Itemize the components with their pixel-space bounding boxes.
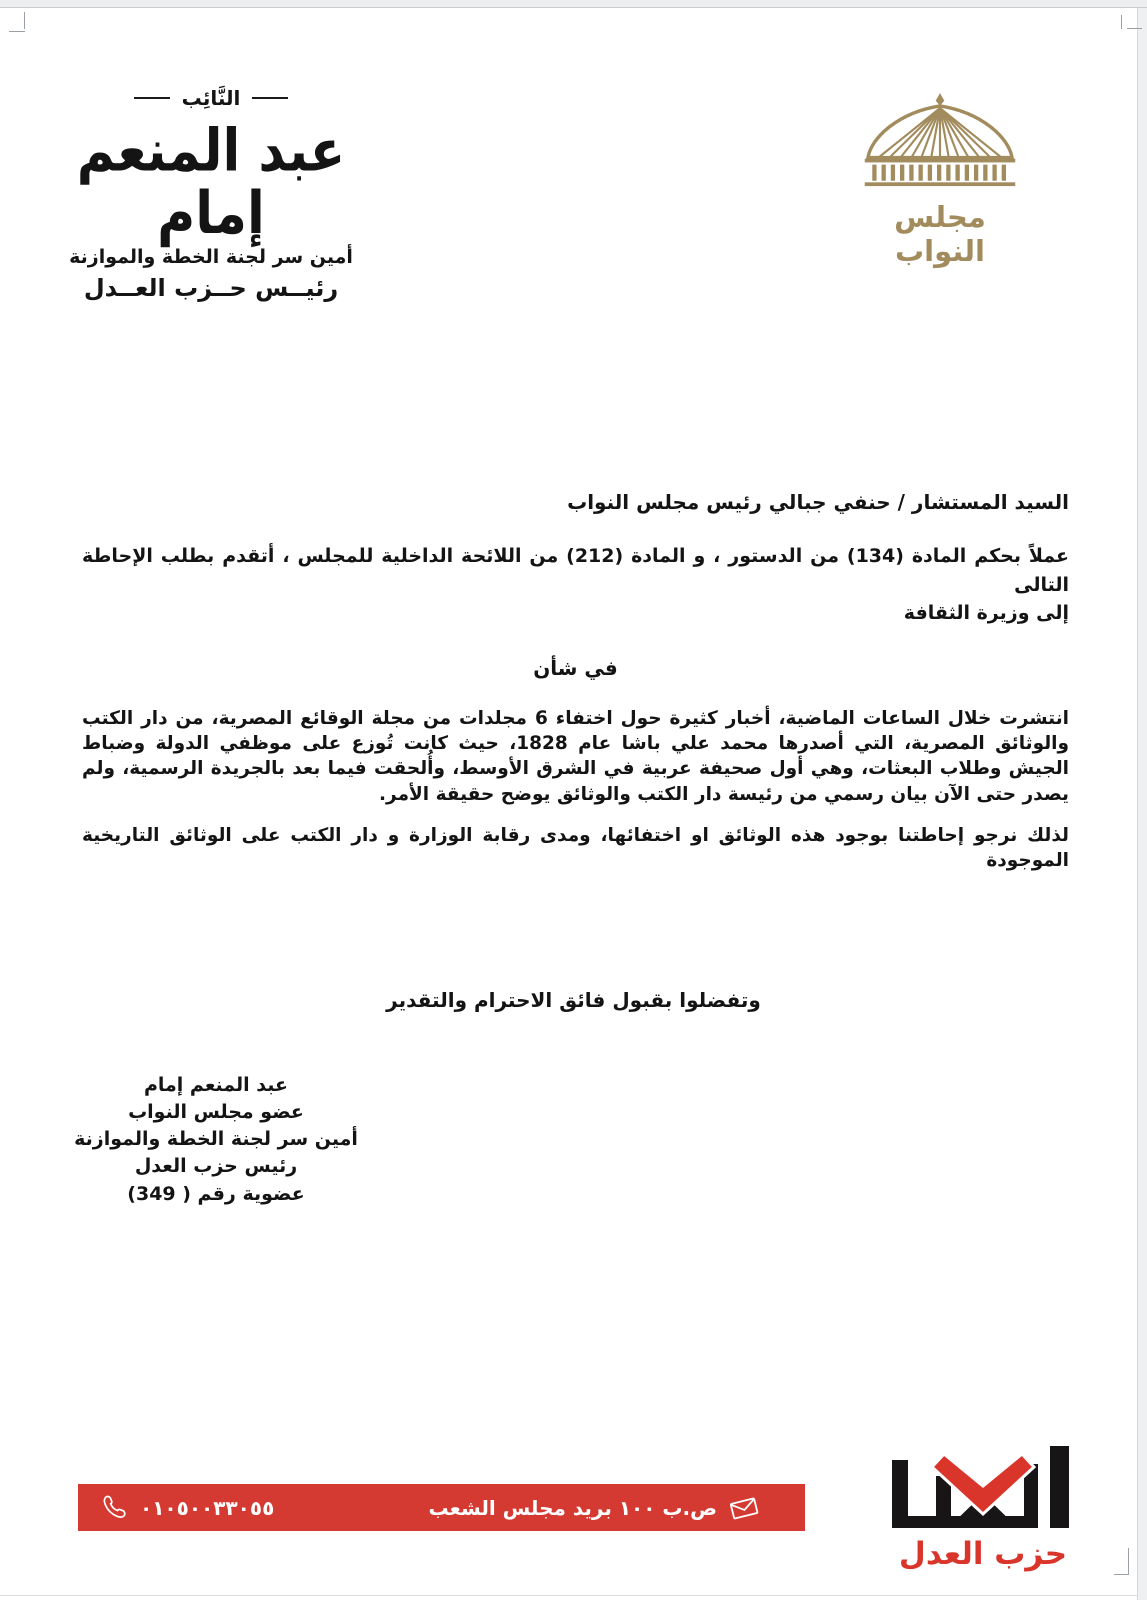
phone-number: ٠١٠٥٠٠٣٣٠٥٥	[140, 1495, 275, 1520]
mail-icon	[729, 1495, 759, 1521]
body-paragraph-1: انتشرت خلال الساعات الماضية، أخبار كثيرة حول اختفاء 6 مجلدات من مجلة الوقائع المصرية، من دار الكتب والوثائق المصرية، التي أصدرها محمد علي باشا عام 1828، حيث كانت تُوزع على موظفي الدولة وضباط الجيش وطلاب البعثات، وهي أول صحيفة عربية في الشرق الأوسط، وأُلحقت فيما بعد بالجريدة الرسمية، ولم يصدر حتى الآن بيان رسمي من رئيسة دار الكتب والوثائق يوضح حقيقة الأمر.	[82, 707, 1070, 805]
closing-salutation: وتفضلوا بقبول فائق الاحترام والتقدير	[386, 988, 761, 1012]
subject-heading: في شأن	[533, 655, 618, 680]
intro-line-continuation: التالى	[1014, 573, 1069, 596]
deputy-subtitle-party: رئيــس حــزب العــدل	[83, 274, 339, 303]
signature-role-committee: أمين سر لجنة الخطة والموازنة	[74, 1128, 358, 1151]
deputy-subtitle-committee: أمين سر لجنة الخطة والموازنة	[69, 246, 353, 269]
corner-mark	[1121, 15, 1122, 29]
addressee-line: السيد المستشار / حنفي جبالي رئيس مجلس النواب	[567, 490, 1069, 514]
deputy-name-calligraphy: عبد المنعم إمام	[76, 117, 346, 248]
signature-block	[66, 1072, 366, 1208]
footer-contact-bar	[78, 1484, 805, 1531]
phone-group	[100, 1494, 274, 1522]
pobox-text: ص.ب ١٠٠ بريد مجلس الشعب	[428, 1495, 717, 1520]
signature-name: عبد المنعم إمام	[143, 1074, 289, 1096]
scan-right-edge	[1137, 8, 1147, 1600]
parliament-emblem	[845, 92, 1035, 268]
corner-mark	[24, 12, 25, 29]
intro-line: عملاً بحكم المادة (134) من الدستور ، و المادة (212) من اللائحة الداخلية للمجلس ، أتقدم بطلب الإحاطة	[82, 545, 1070, 567]
signature-membership-number: عضوية رقم ( 349)	[127, 1182, 305, 1205]
pobox-group	[429, 1495, 760, 1521]
body-paragraph-2: لذلك نرجو إحاطتنا بوجود هذه الوثائق او اختفائها، ومدى رقابة الوزارة و دار الكتب على الوثائق التاريخية الموجودة	[82, 824, 1069, 872]
to-minister-line: إلى وزيرة الثقافة	[903, 602, 1069, 624]
corner-mark	[9, 31, 25, 32]
dash-decoration	[134, 97, 170, 99]
parliament-name: مجلس النواب	[894, 200, 986, 268]
party-name-text: حزب العدل	[898, 1536, 1068, 1572]
corner-mark	[1114, 1574, 1129, 1575]
letter-body	[82, 490, 1069, 874]
scan-bottom-edge	[0, 1595, 1137, 1596]
parliament-dome-icon	[854, 92, 1026, 192]
party-logo-block	[880, 1446, 1086, 1572]
corner-mark	[1128, 1548, 1129, 1575]
signature-role-member: عضو مجلس النواب	[128, 1101, 304, 1124]
sender-letterhead	[58, 86, 364, 302]
deputy-title-row	[58, 86, 364, 110]
phone-icon	[100, 1494, 128, 1522]
dash-decoration	[252, 97, 288, 99]
deputy-title: النَّائِب	[181, 86, 241, 110]
corner-mark	[1127, 28, 1142, 29]
scan-top-edge	[0, 0, 1147, 8]
signature-role-party: رئيس حزب العدل	[134, 1155, 298, 1178]
adl-logo-icon	[892, 1446, 1074, 1528]
